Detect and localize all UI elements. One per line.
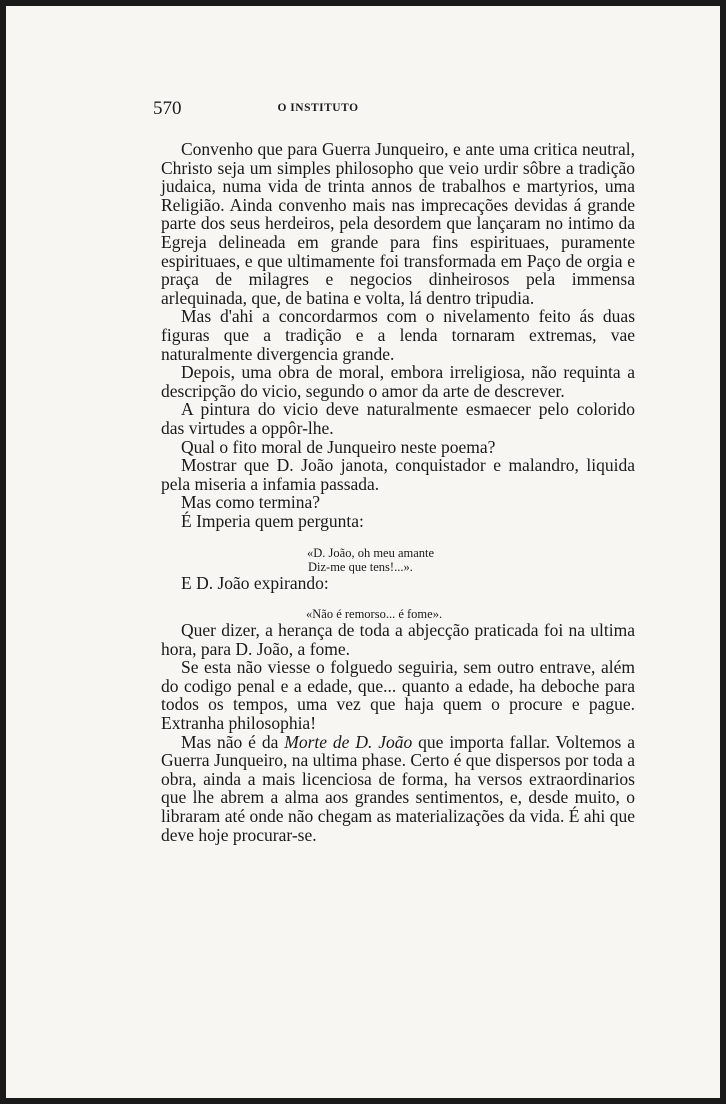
work-title: Morte de D. João (284, 731, 413, 752)
paragraph: Convenho que para Guerra Junqueiro, e ante uma critica neutral, Christo seja um simples philosopho que veio urdir sôbre a tradição judaica, numa vida de trinta annos de trabalhos e martyrios, uma Religião. Ainda convenho mais nas imprecações devidas á grande parte dos seus herdeiros, pela desordem que lançaram no intimo da Egreja delineada em grande para fins espirituaes, puramente espirituaes, e que ultimamente foi transformada em Paço de orgia e praça de milagres e negocios dinheirosos pela immensa arlequinada, que, de batina e volta, lá dentro tripudia. (161, 139, 635, 308)
verse-quote: «Não é remorso... é fome». (306, 607, 443, 622)
paragraph: Qual o fito moral de Junqueiro neste poema? (181, 436, 496, 457)
paragraph: Quer dizer, a herança de toda a abjecção praticada foi na ultima hora, para D. João, a fome. (161, 620, 635, 659)
verse-line: Diz-me que tens!...». (308, 560, 413, 575)
paragraph: Depois, uma obra de moral, embora irreligiosa, não requinta a descripção do vicio, segundo o amor da arte de descrever. (161, 362, 635, 401)
verse-quote (161, 546, 635, 574)
verse-line: «D. João, oh meu amante (307, 546, 435, 561)
paragraph: A pintura do vicio deve naturalmente esmaecer pelo colorido das virtudes a oppôr-lhe. (161, 399, 635, 438)
page-header (153, 98, 483, 120)
paragraph: Se esta não viesse o folguedo seguiria, sem outro entrave, além do codigo penal e a edade, que... quanto a edade, ha deboche para todos os tempos, uma vez que haja quem o procure e pague. Extranha philosophia! (161, 657, 635, 734)
running-title: O INSTITUTO (277, 102, 359, 114)
page-number: 570 (153, 98, 182, 119)
paragraph: Mas d'ahi a concordarmos com o nivelamento feito ás duas figuras que a tradição e a lenda tornaram extremas, vae naturalmente divergencia grande. (161, 306, 635, 364)
paragraph: Mostrar que D. João janota, conquistador e malandro, liquida pela miseria a infamia passada. (161, 455, 635, 494)
paragraph: É Imperia quem pergunta: (181, 510, 364, 531)
paragraph-text: Mas não é da (181, 731, 285, 752)
book-page (6, 6, 720, 1098)
paragraph-text: que importa fallar. Voltemos a Guerra Junqueiro, na ultima phase. Certo é que dispersos por toda a obra, ainda a mais licenciosa de forma, ha versos extraordinarios que lhe abrem a alma aos grandes sentimentos, e, desde muito, o libraram até onde não chegam as materializações da vida. É ahi que deve hoje procurar-se. (161, 731, 635, 845)
page-body (161, 140, 635, 844)
paragraph (161, 733, 635, 845)
speech-line: E D. João expirando: (181, 573, 329, 594)
paragraph: Mas como termina? (181, 492, 320, 513)
